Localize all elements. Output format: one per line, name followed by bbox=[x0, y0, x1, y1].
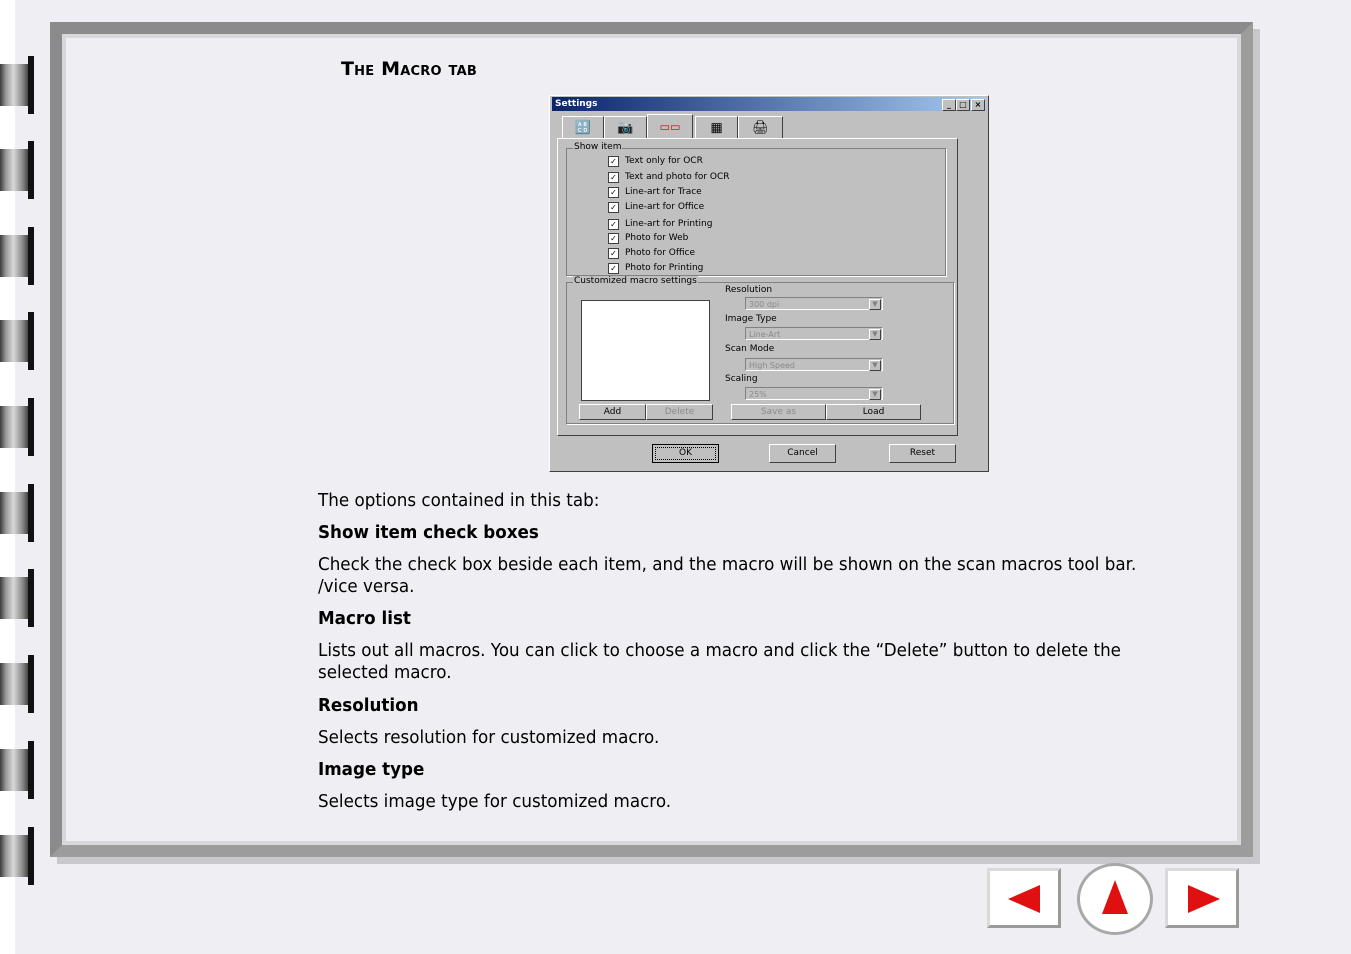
intro-text: The options contained in this tab: bbox=[318, 490, 600, 511]
resolution-select[interactable] bbox=[745, 297, 883, 310]
binder-ring bbox=[0, 398, 36, 456]
tab-scan[interactable] bbox=[738, 116, 783, 138]
checkbox-label: Photo for Printing bbox=[625, 263, 704, 273]
tab-ocr[interactable] bbox=[562, 116, 604, 138]
binder-ring bbox=[0, 569, 36, 627]
close-icon[interactable]: × bbox=[971, 99, 985, 111]
checkbox-label: Line-art for Trace bbox=[625, 187, 702, 197]
next-page-button[interactable] bbox=[1165, 868, 1239, 928]
section-heading: Image type bbox=[318, 759, 425, 780]
image-type-value: Line-Art bbox=[749, 330, 781, 339]
section-text: Selects image type for customized macro. bbox=[318, 791, 672, 812]
show-item-checkbox[interactable] bbox=[608, 232, 688, 244]
save-as-button[interactable]: Save as bbox=[731, 404, 826, 420]
reset-button[interactable]: Reset bbox=[889, 444, 956, 463]
arrow-left-icon bbox=[990, 871, 1058, 925]
load-button[interactable]: Load bbox=[826, 404, 921, 420]
tab-layout[interactable] bbox=[695, 116, 738, 138]
binder-ring bbox=[0, 227, 36, 285]
show-item-checkbox[interactable] bbox=[608, 247, 695, 259]
delete-button[interactable]: Delete bbox=[646, 404, 713, 420]
section-text: Check the check box beside each item, and the macro will be shown on the scan macros tool bar. /vice versa. bbox=[318, 554, 1137, 597]
ocr-icon: 🔠 bbox=[574, 120, 592, 135]
binder-ring bbox=[0, 312, 36, 370]
binder-ring bbox=[0, 827, 36, 885]
binder-ring bbox=[0, 141, 36, 199]
checkbox[interactable]: ✓ bbox=[608, 219, 619, 230]
chevron-down-icon[interactable]: ▼ bbox=[869, 329, 881, 340]
tab-macro[interactable] bbox=[647, 114, 693, 139]
show-item-checkbox[interactable] bbox=[608, 171, 730, 183]
scan-mode-select[interactable] bbox=[745, 358, 883, 371]
checkbox[interactable]: ✓ bbox=[608, 263, 619, 274]
add-button[interactable]: Add bbox=[579, 404, 646, 420]
minimize-icon[interactable]: _ bbox=[942, 99, 956, 111]
checkbox-label: Photo for Web bbox=[625, 233, 689, 243]
arrow-up-icon bbox=[1080, 866, 1150, 932]
dialog-title: Settings bbox=[555, 99, 598, 109]
resolution-value: 300 dpi bbox=[749, 300, 780, 309]
ok-button[interactable]: OK bbox=[652, 444, 719, 463]
section-text: Selects resolution for customized macro. bbox=[318, 727, 660, 748]
up-page-button[interactable] bbox=[1077, 863, 1153, 935]
checkbox-label: Text only for OCR bbox=[625, 156, 703, 166]
checkbox[interactable]: ✓ bbox=[608, 233, 619, 244]
scan-mode-value: High Speed bbox=[749, 361, 796, 370]
checkbox[interactable]: ✓ bbox=[608, 248, 619, 259]
chevron-down-icon[interactable]: ▼ bbox=[869, 299, 881, 310]
scan-mode-label: Scan Mode bbox=[725, 344, 775, 354]
chevron-down-icon[interactable]: ▼ bbox=[869, 389, 881, 400]
checkbox-label: Photo for Office bbox=[625, 248, 696, 258]
maximize-icon[interactable]: □ bbox=[956, 99, 970, 111]
show-item-checkbox[interactable] bbox=[608, 218, 712, 230]
previous-page-button[interactable] bbox=[987, 868, 1061, 928]
section-heading: Show item check boxes bbox=[318, 522, 539, 543]
layout-icon: ▦ bbox=[710, 120, 723, 135]
binder-ring bbox=[0, 655, 36, 713]
dialog-titlebar bbox=[552, 97, 986, 111]
scaling-value: 25% bbox=[749, 390, 767, 399]
resolution-label: Resolution bbox=[725, 285, 773, 295]
tab-photo[interactable] bbox=[604, 116, 647, 138]
section-heading: Macro list bbox=[318, 608, 411, 629]
macro-icon: ▭▭ bbox=[659, 120, 681, 134]
customized-macro-label: Customized macro settings bbox=[574, 276, 697, 286]
show-item-checkbox[interactable] bbox=[608, 262, 703, 274]
show-item-checkbox[interactable] bbox=[608, 186, 702, 198]
macro-list[interactable] bbox=[581, 300, 710, 401]
scaling-label: Scaling bbox=[725, 374, 758, 384]
photo-icon: 📷 bbox=[617, 120, 634, 135]
show-item-checkbox[interactable] bbox=[608, 201, 704, 213]
checkbox-label: Line-art for Printing bbox=[625, 219, 713, 229]
image-type-select[interactable] bbox=[745, 327, 883, 340]
checkbox[interactable]: ✓ bbox=[608, 202, 619, 213]
binder-ring bbox=[0, 484, 36, 542]
chevron-down-icon[interactable]: ▼ bbox=[869, 360, 881, 371]
cancel-button[interactable]: Cancel bbox=[769, 444, 836, 463]
checkbox[interactable]: ✓ bbox=[608, 187, 619, 198]
image-type-label: Image Type bbox=[725, 314, 777, 324]
scan-icon: 🖨 bbox=[752, 120, 769, 135]
checkbox[interactable]: ✓ bbox=[608, 156, 619, 167]
checkbox-label: Text and photo for OCR bbox=[625, 172, 730, 182]
checkbox-label: Line-art for Office bbox=[625, 202, 705, 212]
page-title: The Macro tab bbox=[341, 58, 477, 80]
binder-ring bbox=[0, 56, 36, 114]
show-item-checkbox[interactable] bbox=[608, 155, 703, 167]
arrow-right-icon bbox=[1168, 871, 1236, 925]
settings-dialog bbox=[549, 95, 989, 472]
binder-ring bbox=[0, 741, 36, 799]
show-item-label: Show item bbox=[574, 142, 622, 152]
section-text: Lists out all macros. You can click to choose a macro and click the “Delete” button to delete the selected macro. bbox=[318, 640, 1121, 683]
scaling-select[interactable] bbox=[745, 387, 883, 400]
checkbox[interactable]: ✓ bbox=[608, 172, 619, 183]
section-heading: Resolution bbox=[318, 695, 419, 716]
